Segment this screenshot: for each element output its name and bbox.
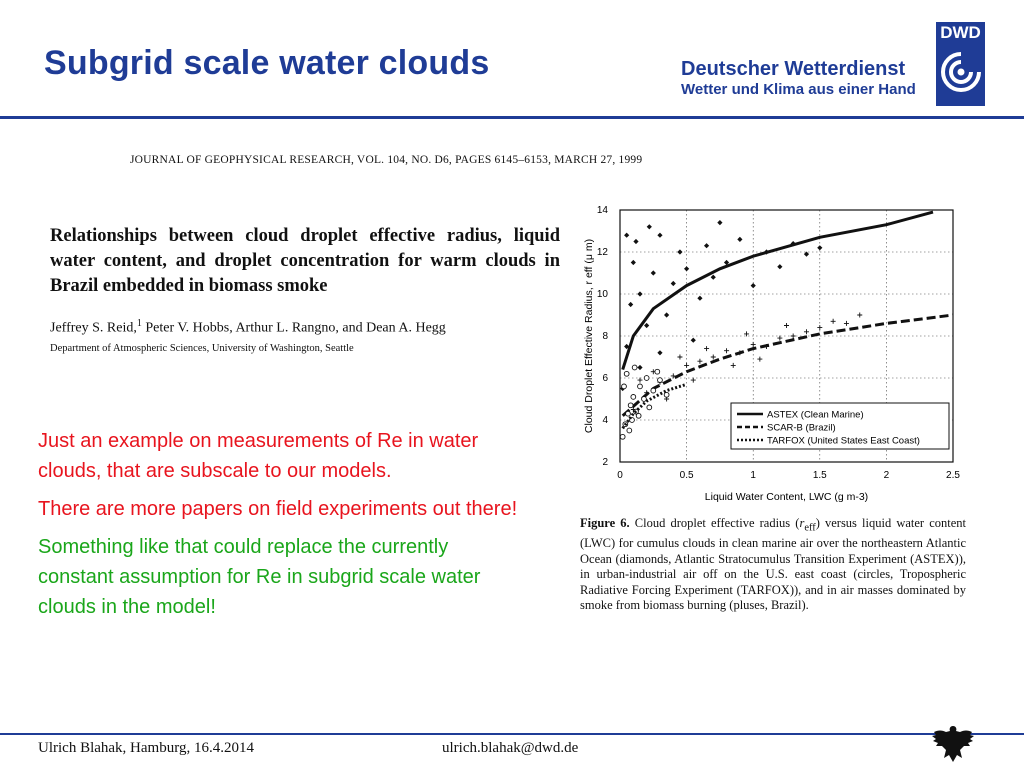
tarfox-point — [636, 413, 641, 418]
astex-point — [651, 270, 656, 275]
dwd-logo-text — [681, 58, 916, 100]
tarfox-point — [658, 378, 663, 383]
tarfox-point — [638, 384, 643, 389]
scarb-point — [744, 331, 749, 336]
legend-label: TARFOX (United States East Coast) — [767, 435, 920, 447]
x-tick-label: 0.5 — [679, 470, 694, 481]
scarb-point — [677, 355, 682, 360]
astex-point — [677, 249, 682, 254]
astex-point — [711, 275, 716, 280]
author-first: Jeffrey S. Reid, — [50, 320, 137, 336]
astex-point — [628, 302, 633, 307]
tarfox-point — [628, 403, 633, 408]
reff-vs-lwc-chart — [578, 200, 968, 512]
note-replace-assumption: Something like that could replace the currently constant assumption for Re in subgrid scale water clouds in the model! — [38, 536, 481, 618]
astex-point — [697, 296, 702, 301]
scarb-point — [724, 348, 729, 353]
astex-point — [647, 224, 652, 229]
tarfox-point — [620, 434, 625, 439]
footer-email: ulrich.blahak@dwd.de — [442, 740, 579, 756]
legend-label: ASTEX (Clean Marine) — [767, 409, 864, 421]
x-tick-label: 2.5 — [946, 470, 960, 481]
scarb-point — [751, 342, 756, 347]
legend-label: SCAR-B (Brazil) — [767, 422, 836, 434]
astex-point — [717, 220, 722, 225]
astex-point — [671, 281, 676, 286]
scarb-point — [757, 357, 762, 362]
note-more-papers: There are more papers on field experiments out there! — [38, 498, 518, 520]
journal-header: JOURNAL OF GEOPHYSICAL RESEARCH, VOL. 104, NO. D6, PAGES 6145–6153, MARCH 27, 1999 — [130, 154, 643, 166]
paper-authors — [50, 318, 446, 337]
y-tick-label: 2 — [602, 457, 608, 468]
y-tick-label: 14 — [596, 205, 608, 216]
y-tick-label: 4 — [602, 415, 608, 426]
astex-point — [704, 243, 709, 248]
x-tick-label: 2 — [883, 470, 890, 481]
astex-point — [633, 239, 638, 244]
astex-point — [644, 323, 649, 328]
dwd-logo-line2: Wetter und Klima aus einer Hand — [681, 81, 916, 98]
x-tick-label: 1 — [750, 470, 756, 481]
scarb-point — [704, 346, 709, 351]
scarb-point — [691, 378, 696, 383]
scarb-point — [817, 325, 822, 330]
scarb-point — [711, 355, 716, 360]
tarfox-point — [624, 371, 629, 376]
x-axis-label: Liquid Water Content, LWC (g m-3) — [704, 491, 869, 503]
author-superscript: 1 — [136, 318, 142, 329]
scarb-point — [637, 378, 642, 383]
tarfox-point — [631, 395, 636, 400]
y-tick-label: 8 — [602, 331, 608, 342]
footer-divider — [0, 733, 1024, 735]
astex-point — [637, 291, 642, 296]
astex-point — [737, 237, 742, 242]
scarb-fit-line — [623, 315, 953, 416]
scarb-point — [731, 363, 736, 368]
astex-point — [751, 283, 756, 288]
scarb-point — [791, 334, 796, 339]
astex-point — [624, 233, 629, 238]
slide-notes — [38, 426, 518, 630]
scarb-point — [684, 363, 689, 368]
astex-point — [631, 260, 636, 265]
note-example: Just an example on measurements of Re in water clouds, that are subscale to our models. — [38, 430, 479, 482]
caption-text: ) versus liquid water content (LWC) for cumulus clouds in clean marine air over the northeastern Atlantic Ocean (diamonds, Atlantic Stratocumulus Transition Experiment (ASTEX)), in urban-industrial air off on the U.S. east coast (circles, Tropospheric Radiative Forcing Experiment (TARFOX)), and in air masses dominated by smoke from biomass burning (pluses, Brazil). — [580, 516, 966, 612]
scarb-point — [784, 323, 789, 328]
astex-point — [691, 338, 696, 343]
caption-sub: eff — [804, 522, 816, 534]
tarfox-point — [647, 405, 652, 410]
x-tick-label: 1.5 — [812, 470, 827, 481]
figure-caption — [580, 516, 966, 614]
dwd-logo-line1: Deutscher Wetterdienst — [681, 58, 906, 80]
astex-point — [664, 312, 669, 317]
figure-label: Figure 6. — [580, 516, 630, 530]
scarb-point — [804, 329, 809, 334]
footer-author-date: Ulrich Blahak, Hamburg, 16.4.2014 — [38, 740, 254, 756]
scarb-point — [831, 319, 836, 324]
astex-point — [817, 245, 822, 250]
dwd-badge-text: DWD — [940, 23, 981, 42]
y-tick-label: 12 — [596, 247, 608, 258]
author-rest: Peter V. Hobbs, Arthur L. Rangno, and Dean A. Hegg — [141, 320, 446, 336]
x-tick-label: 0 — [617, 470, 623, 481]
paper-affiliation: Department of Atmospheric Sciences, University of Washington, Seattle — [50, 343, 354, 354]
paper-title: Relationships between cloud droplet effective radius, liquid water content, and droplet concentration for warm clouds in Brazil embedded in biomass smoke — [50, 226, 560, 296]
slide-title: Subgrid scale water clouds — [44, 44, 490, 82]
astex-point — [637, 365, 642, 370]
tarfox-point — [622, 384, 627, 389]
astex-point — [657, 350, 662, 355]
y-tick-label: 10 — [596, 289, 608, 300]
caption-symbol: r — [799, 516, 805, 530]
tarfox-point — [626, 411, 631, 416]
scarb-point — [697, 359, 702, 364]
caption-pre: Cloud droplet effective radius ( — [629, 516, 800, 530]
astex-point — [657, 233, 662, 238]
federal-eagle-icon — [930, 722, 976, 766]
y-tick-label: 6 — [602, 373, 608, 384]
tarfox-point — [655, 369, 660, 374]
scarb-point — [857, 313, 862, 318]
tarfox-point — [627, 428, 632, 433]
scarb-point — [844, 321, 849, 326]
dwd-swirl-icon — [936, 42, 985, 106]
astex-point — [684, 266, 689, 271]
header-divider — [0, 116, 1024, 119]
tarfox-point — [644, 376, 649, 381]
y-axis-label: Cloud Droplet Effective Radius, r eff (μ m) — [583, 238, 595, 434]
scarb-point — [777, 336, 782, 341]
tarfox-point — [651, 388, 656, 393]
astex-point — [777, 264, 782, 269]
dwd-logo-badge — [936, 22, 985, 106]
tarfox-point — [632, 365, 637, 370]
